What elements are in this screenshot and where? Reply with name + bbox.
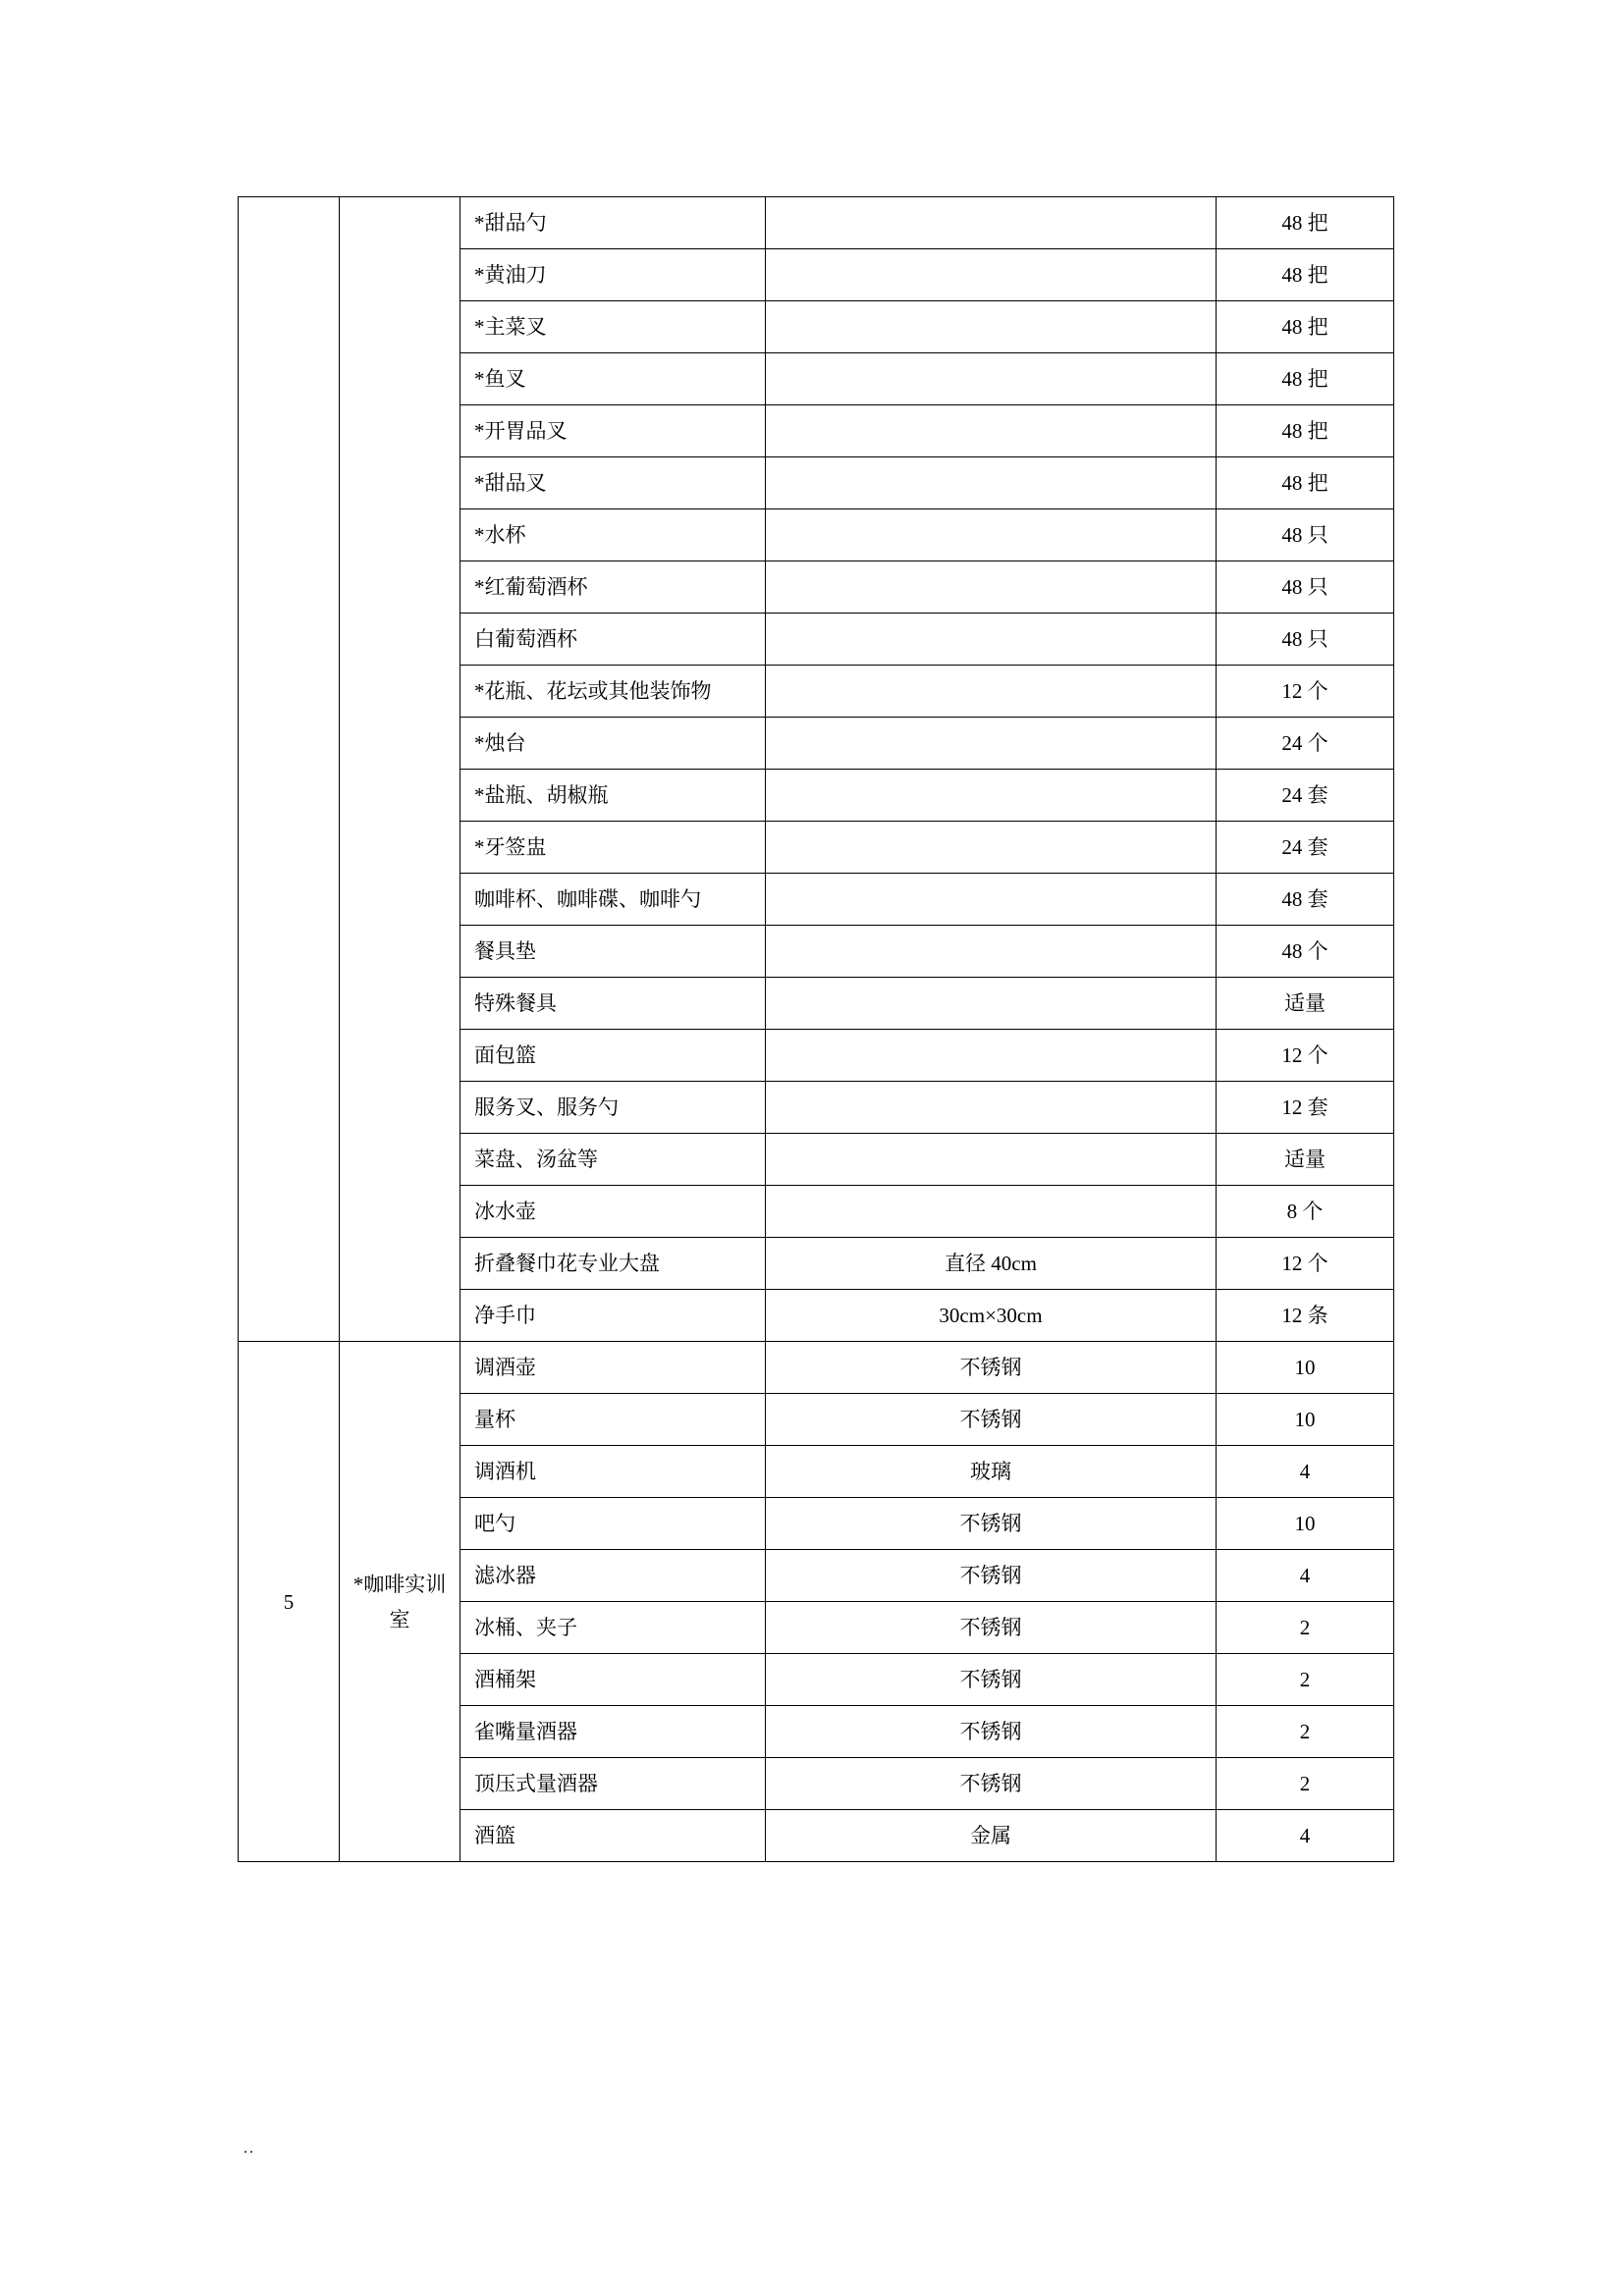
item-name: 量杯 xyxy=(474,1408,515,1431)
item-name: 净手巾 xyxy=(474,1304,536,1327)
item-name: 菜盘、汤盆等 xyxy=(474,1148,598,1171)
item-qty: 4 xyxy=(1299,1564,1311,1587)
item-qty: 24 套 xyxy=(1281,835,1328,859)
item-spec xyxy=(766,630,1216,648)
item-name: *开胃品叉 xyxy=(474,419,568,443)
item-qty: 48 只 xyxy=(1281,627,1328,651)
item-qty: 48 把 xyxy=(1281,419,1328,443)
group-index-cell: 5 xyxy=(239,1342,340,1862)
item-spec xyxy=(766,734,1216,752)
item-spec xyxy=(766,318,1216,336)
equipment-table xyxy=(238,196,1394,1862)
page-footer-mark: .. xyxy=(244,2140,255,2157)
item-name: 调酒机 xyxy=(474,1460,536,1483)
item-qty: 48 只 xyxy=(1281,523,1328,547)
item-qty: 48 把 xyxy=(1281,263,1328,287)
item-name: *水杯 xyxy=(474,523,526,547)
group-room-cell xyxy=(340,197,460,1342)
item-spec xyxy=(766,578,1216,596)
item-name: 雀嘴量酒器 xyxy=(474,1720,577,1743)
item-spec xyxy=(766,838,1216,856)
item-name: *牙签盅 xyxy=(474,835,547,859)
item-spec xyxy=(766,942,1216,960)
item-name: *红葡萄酒杯 xyxy=(474,575,588,599)
item-qty: 12 个 xyxy=(1281,1043,1328,1067)
item-qty: 48 只 xyxy=(1281,575,1328,599)
item-name: *鱼叉 xyxy=(474,367,526,391)
item-spec: 不锈钢 xyxy=(959,1616,1022,1639)
item-qty: 12 条 xyxy=(1281,1304,1328,1327)
item-spec xyxy=(766,422,1216,440)
item-name: *主菜叉 xyxy=(474,315,547,339)
item-spec: 不锈钢 xyxy=(959,1772,1022,1795)
item-spec xyxy=(766,890,1216,908)
item-qty: 48 个 xyxy=(1281,939,1328,963)
room-label: *咖啡实训室 xyxy=(352,1572,447,1631)
table-row xyxy=(239,197,1394,249)
item-qty: 2 xyxy=(1299,1616,1311,1639)
item-spec xyxy=(766,786,1216,804)
item-spec: 不锈钢 xyxy=(959,1356,1022,1379)
item-name: 白葡萄酒杯 xyxy=(474,627,577,651)
item-name: 酒篮 xyxy=(474,1824,515,1847)
item-spec xyxy=(766,1202,1216,1220)
item-spec xyxy=(766,1046,1216,1064)
item-qty: 8 个 xyxy=(1286,1200,1324,1223)
item-name: 冰桶、夹子 xyxy=(474,1616,577,1639)
item-spec: 直径 40cm xyxy=(945,1252,1037,1275)
item-qty: 4 xyxy=(1299,1460,1311,1483)
item-name: 酒桶架 xyxy=(474,1668,536,1691)
item-name: *甜品勺 xyxy=(474,211,547,235)
item-spec: 30cm×30cm xyxy=(939,1304,1043,1327)
item-qty: 48 把 xyxy=(1281,471,1328,495)
item-qty: 适量 xyxy=(1284,991,1326,1015)
item-name: 调酒壶 xyxy=(474,1356,536,1379)
item-name: 面包篮 xyxy=(474,1043,536,1067)
item-spec xyxy=(766,994,1216,1012)
item-name: 服务叉、服务勺 xyxy=(474,1095,619,1119)
item-name: 吧勺 xyxy=(474,1512,515,1535)
item-name: 冰水壶 xyxy=(474,1200,536,1223)
item-spec xyxy=(766,474,1216,492)
item-qty: 10 xyxy=(1294,1356,1316,1379)
item-name: 顶压式量酒器 xyxy=(474,1772,598,1795)
item-qty: 24 套 xyxy=(1281,783,1328,807)
group-room-cell xyxy=(340,1342,460,1862)
item-qty: 12 套 xyxy=(1281,1095,1328,1119)
item-qty: 48 把 xyxy=(1281,315,1328,339)
item-spec xyxy=(766,526,1216,544)
item-name: *盐瓶、胡椒瓶 xyxy=(474,783,609,807)
item-qty: 48 把 xyxy=(1281,367,1328,391)
item-name: *黄油刀 xyxy=(474,263,547,287)
item-spec: 不锈钢 xyxy=(959,1564,1022,1587)
item-qty: 适量 xyxy=(1284,1148,1326,1171)
item-spec: 金属 xyxy=(970,1824,1011,1847)
item-spec xyxy=(766,370,1216,388)
item-spec xyxy=(766,266,1216,284)
item-qty: 10 xyxy=(1294,1408,1316,1431)
item-spec: 玻璃 xyxy=(970,1460,1011,1483)
item-qty: 2 xyxy=(1299,1772,1311,1795)
item-spec xyxy=(766,1150,1216,1168)
item-qty: 12 个 xyxy=(1281,1252,1328,1275)
item-spec: 不锈钢 xyxy=(959,1668,1022,1691)
item-qty: 12 个 xyxy=(1281,679,1328,703)
item-qty: 2 xyxy=(1299,1668,1311,1691)
group-index-cell xyxy=(239,197,340,1342)
table-body xyxy=(239,197,1394,1862)
item-name: 特殊餐具 xyxy=(474,991,557,1015)
table-row xyxy=(239,1342,1394,1394)
item-name: *花瓶、花坛或其他装饰物 xyxy=(474,679,712,703)
item-qty: 48 把 xyxy=(1281,211,1328,235)
item-spec: 不锈钢 xyxy=(959,1408,1022,1431)
item-qty: 24 个 xyxy=(1281,731,1328,755)
item-spec xyxy=(766,1098,1216,1116)
item-qty: 10 xyxy=(1294,1512,1316,1535)
item-name: 滤冰器 xyxy=(474,1564,536,1587)
item-name: 咖啡杯、咖啡碟、咖啡勺 xyxy=(474,887,701,911)
item-qty: 4 xyxy=(1299,1824,1311,1847)
item-qty: 2 xyxy=(1299,1720,1311,1743)
item-spec xyxy=(766,214,1216,232)
item-spec xyxy=(766,682,1216,700)
item-name: *甜品叉 xyxy=(474,471,547,495)
item-qty: 48 套 xyxy=(1281,887,1328,911)
item-spec: 不锈钢 xyxy=(959,1512,1022,1535)
item-spec: 不锈钢 xyxy=(959,1720,1022,1743)
item-name: 餐具垫 xyxy=(474,939,536,963)
item-name: 折叠餐巾花专业大盘 xyxy=(474,1252,660,1275)
item-name: *烛台 xyxy=(474,731,526,755)
